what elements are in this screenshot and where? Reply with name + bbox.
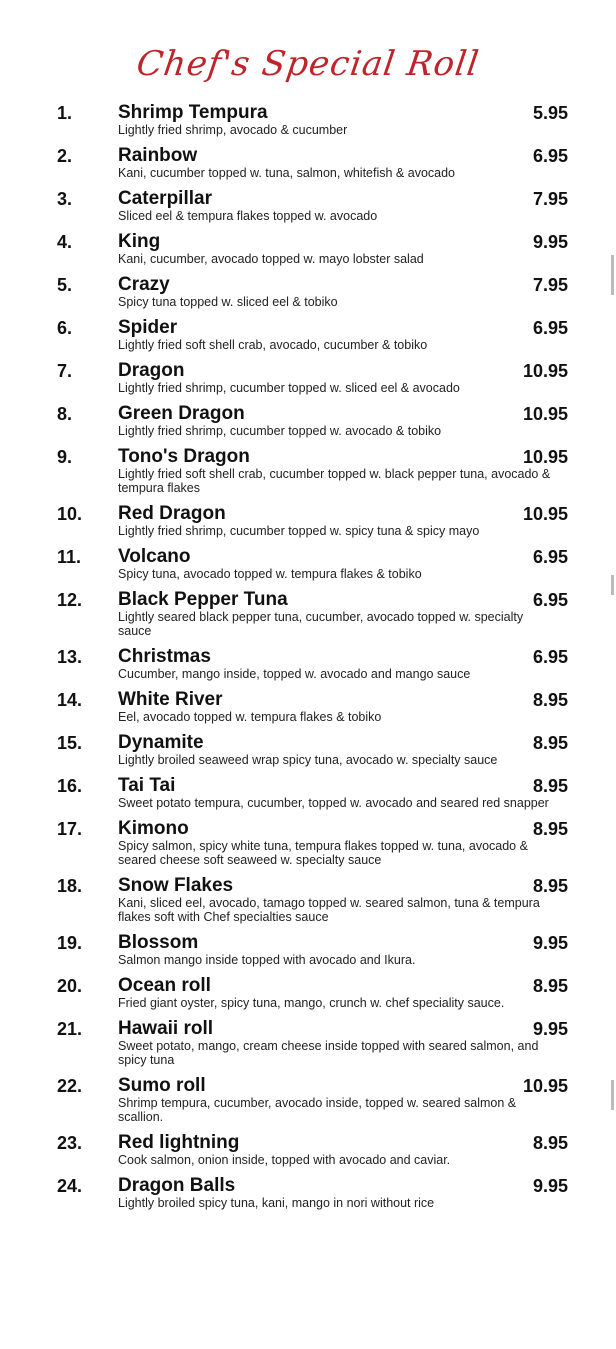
menu-item bbox=[0, 589, 616, 638]
item-description: Fried giant oyster, spicy tuna, mango, crunch w. chef speciality sauce. bbox=[118, 996, 505, 1010]
item-price: 10.95 bbox=[522, 447, 568, 467]
item-number: 21. bbox=[57, 1019, 83, 1039]
item-description: Kani, sliced eel, avocado, tamago topped w. seared salmon, tuna & tempura flakes soft with Chef specialties sauce bbox=[118, 896, 540, 924]
item-name: Caterpillar bbox=[118, 188, 212, 209]
item-number: 17. bbox=[57, 819, 83, 839]
item-number: 12. bbox=[57, 590, 83, 610]
item-price: 10.95 bbox=[522, 504, 568, 524]
item-description: Spicy tuna, avocado topped w. tempura flakes & tobiko bbox=[118, 567, 422, 581]
item-name: Red Dragon bbox=[118, 503, 226, 524]
item-description: Lightly fried shrimp, cucumber topped w. sliced eel & avocado bbox=[118, 381, 460, 395]
item-number: 6. bbox=[57, 318, 73, 338]
item-name: Red lightning bbox=[118, 1132, 240, 1153]
item-description: Cucumber, mango inside, topped w. avocado and mango sauce bbox=[118, 667, 471, 681]
menu-item bbox=[0, 403, 616, 438]
item-description: Spicy salmon, spicy white tuna, tempura flakes topped w. tuna, avocado & seared cheese soft seaweed w. specialty sauce bbox=[118, 839, 528, 867]
item-price: 5.95 bbox=[532, 103, 568, 123]
menu-item bbox=[0, 818, 616, 867]
menu-item bbox=[0, 503, 616, 538]
scan-mark bbox=[611, 575, 614, 595]
item-name: Green Dragon bbox=[118, 403, 245, 424]
item-price: 8.95 bbox=[532, 690, 568, 710]
item-price: 9.95 bbox=[532, 1019, 568, 1039]
item-description: Lightly fried shrimp, avocado & cucumber bbox=[118, 123, 348, 137]
item-price: 7.95 bbox=[532, 275, 568, 295]
item-description: Lightly fried soft shell crab, cucumber topped w. black pepper tuna, avocado & tempura flakes bbox=[118, 467, 551, 495]
item-name: Christmas bbox=[118, 646, 211, 667]
scan-mark bbox=[611, 1080, 614, 1110]
item-number: 7. bbox=[57, 361, 73, 381]
item-name: Ocean roll bbox=[118, 975, 211, 996]
menu-item bbox=[0, 446, 616, 495]
item-price: 6.95 bbox=[532, 590, 568, 610]
item-number: 10. bbox=[57, 504, 83, 524]
item-name: Blossom bbox=[118, 932, 199, 953]
item-description: Kani, cucumber topped w. tuna, salmon, whitefish & avocado bbox=[118, 166, 455, 180]
item-name: Snow Flakes bbox=[118, 875, 234, 896]
scan-mark bbox=[611, 255, 614, 295]
item-price: 10.95 bbox=[522, 404, 568, 424]
menu-item bbox=[0, 360, 616, 395]
item-number: 9. bbox=[57, 447, 73, 467]
item-name: Black Pepper Tuna bbox=[118, 589, 288, 610]
menu-item bbox=[0, 1132, 616, 1167]
item-price: 7.95 bbox=[532, 189, 568, 209]
item-description: Kani, cucumber, avocado topped w. mayo lobster salad bbox=[118, 252, 424, 266]
item-name: Hawaii roll bbox=[118, 1018, 214, 1039]
item-price: 6.95 bbox=[532, 547, 568, 567]
item-name: King bbox=[118, 231, 161, 252]
item-description: Spicy tuna topped w. sliced eel & tobiko bbox=[118, 295, 338, 309]
item-name: Rainbow bbox=[118, 145, 198, 166]
menu-item bbox=[0, 875, 616, 924]
item-price: 9.95 bbox=[532, 232, 568, 252]
item-price: 8.95 bbox=[532, 733, 568, 753]
item-number: 24. bbox=[57, 1176, 83, 1196]
menu-item bbox=[0, 1075, 616, 1124]
item-price: 10.95 bbox=[522, 361, 568, 381]
item-name: Spider bbox=[118, 317, 178, 338]
menu-item bbox=[0, 1175, 616, 1210]
item-description: Lightly broiled seaweed wrap spicy tuna, avocado w. specialty sauce bbox=[118, 753, 498, 767]
page-title: Chef's Special Roll bbox=[134, 44, 482, 84]
item-number: 3. bbox=[57, 189, 73, 209]
item-name: White River bbox=[118, 689, 223, 710]
item-name: Tono's Dragon bbox=[118, 446, 250, 467]
item-number: 18. bbox=[57, 876, 83, 896]
menu-item bbox=[0, 231, 616, 266]
menu-item bbox=[0, 775, 616, 810]
menu-item bbox=[0, 732, 616, 767]
item-price: 8.95 bbox=[532, 776, 568, 796]
item-number: 1. bbox=[57, 103, 73, 123]
menu-item bbox=[0, 1018, 616, 1067]
menu-item bbox=[0, 689, 616, 724]
item-number: 14. bbox=[57, 690, 83, 710]
item-price: 9.95 bbox=[532, 1176, 568, 1196]
item-price: 6.95 bbox=[532, 318, 568, 338]
item-name: Volcano bbox=[118, 546, 191, 567]
item-number: 2. bbox=[57, 146, 73, 166]
item-name: Dragon bbox=[118, 360, 185, 381]
item-number: 23. bbox=[57, 1133, 83, 1153]
item-description: Cook salmon, onion inside, topped with avocado and caviar. bbox=[118, 1153, 451, 1167]
item-description: Sweet potato, mango, cream cheese inside topped with seared salmon, and spicy tuna bbox=[118, 1039, 539, 1067]
item-number: 15. bbox=[57, 733, 83, 753]
item-description: Salmon mango inside topped with avocado and Ikura. bbox=[118, 953, 416, 967]
menu-item bbox=[0, 145, 616, 180]
item-number: 11. bbox=[57, 547, 82, 567]
menu-item bbox=[0, 102, 616, 137]
item-description: Eel, avocado topped w. tempura flakes & tobiko bbox=[118, 710, 382, 724]
item-name: Dragon Balls bbox=[118, 1175, 236, 1196]
item-price: 6.95 bbox=[532, 647, 568, 667]
item-number: 8. bbox=[57, 404, 73, 424]
menu-item bbox=[0, 975, 616, 1010]
item-description: Sweet potato tempura, cucumber, topped w. avocado and seared red snapper bbox=[118, 796, 549, 810]
item-number: 13. bbox=[57, 647, 83, 667]
item-description: Lightly seared black pepper tuna, cucumber, avocado topped w. specialty sauce bbox=[118, 610, 524, 638]
item-price: 6.95 bbox=[532, 146, 568, 166]
item-name: Kimono bbox=[118, 818, 189, 839]
item-price: 8.95 bbox=[532, 819, 568, 839]
item-description: Shrimp tempura, cucumber, avocado inside, topped w. seared salmon & scallion. bbox=[118, 1096, 517, 1124]
item-price: 9.95 bbox=[532, 933, 568, 953]
item-description: Lightly fried shrimp, cucumber topped w. avocado & tobiko bbox=[118, 424, 442, 438]
item-number: 5. bbox=[57, 275, 73, 295]
item-name: Dynamite bbox=[118, 732, 204, 753]
menu-item bbox=[0, 646, 616, 681]
item-price: 8.95 bbox=[532, 1133, 568, 1153]
menu-item bbox=[0, 546, 616, 581]
item-name: Crazy bbox=[118, 274, 170, 295]
item-price: 10.95 bbox=[522, 1076, 568, 1096]
menu-item bbox=[0, 274, 616, 309]
item-name: Shrimp Tempura bbox=[118, 102, 268, 123]
item-number: 4. bbox=[57, 232, 73, 252]
item-description: Lightly fried soft shell crab, avocado, cucumber & tobiko bbox=[118, 338, 428, 352]
item-description: Lightly fried shrimp, cucumber topped w. spicy tuna & spicy mayo bbox=[118, 524, 480, 538]
item-name: Tai Tai bbox=[118, 775, 176, 796]
menu-item bbox=[0, 188, 616, 223]
item-description: Lightly broiled spicy tuna, kani, mango in nori without rice bbox=[118, 1196, 435, 1210]
menu-item bbox=[0, 317, 616, 352]
item-name: Sumo roll bbox=[118, 1075, 206, 1096]
menu-list bbox=[0, 102, 616, 1218]
item-number: 20. bbox=[57, 976, 83, 996]
item-number: 16. bbox=[57, 776, 83, 796]
item-number: 22. bbox=[57, 1076, 83, 1096]
item-price: 8.95 bbox=[532, 976, 568, 996]
item-number: 19. bbox=[57, 933, 83, 953]
item-price: 8.95 bbox=[532, 876, 568, 896]
menu-item bbox=[0, 932, 616, 967]
item-description: Sliced eel & tempura flakes topped w. avocado bbox=[118, 209, 378, 223]
